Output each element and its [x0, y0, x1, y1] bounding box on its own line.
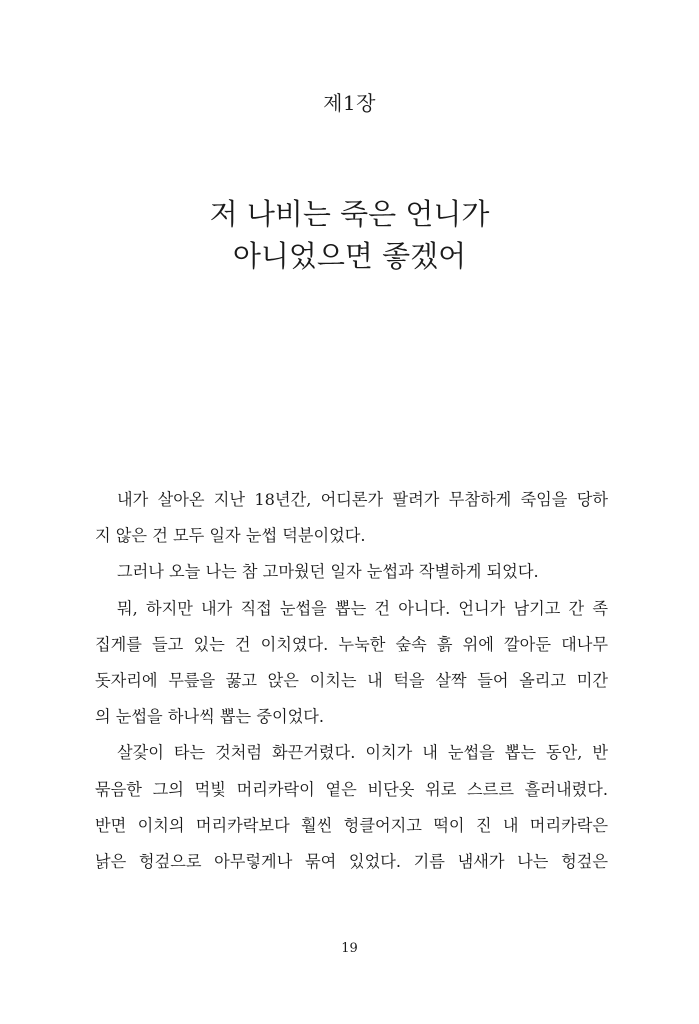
body-line: 살갗이 타는 것처럼 화끈거렸다. 이치가 내 눈썹을 뽑는 동안, 반 — [117, 743, 608, 763]
body-line: 의 눈썹을 하나씩 뽑는 중이었다. — [95, 707, 325, 727]
body-line: 뭐, 하지만 내가 직접 눈썹을 뽑는 건 아니다. 언니가 남기고 간 족 — [117, 598, 608, 618]
body-line: 지 않은 건 모두 일자 눈썹 덕분이었다. — [95, 526, 366, 546]
body-line: 묶음한 그의 먹빛 머리카락이 옅은 비단옷 위로 스르르 흘러내렸다. — [95, 779, 608, 799]
body-line: 반면 이치의 머리카락보다 훨씬 헝클어지고 떡이 진 내 머리카락은 — [95, 815, 608, 835]
chapter-title — [0, 193, 699, 277]
chapter-title-line-2: 아니었으면 좋겠어 — [232, 239, 467, 273]
body-line: 그러나 오늘 나는 참 고마웠던 일자 눈썹과 작별하게 되었다. — [117, 562, 539, 582]
body-line: 낡은 헝겊으로 아무렇게나 묶여 있었다. 기름 냄새가 나는 헝겊은 — [95, 851, 608, 871]
page-number: 19 — [341, 941, 358, 956]
chapter-title-line-1: 저 나비는 죽은 언니가 — [209, 197, 490, 231]
body-line: 내가 살아온 지난 18년간, 어디론가 팔려가 무참하게 죽임을 당하 — [117, 490, 608, 509]
chapter-label: 제1장 — [323, 91, 376, 115]
body-line: 돗자리에 무릎을 꿇고 앉은 이치는 내 턱을 살짝 들어 올리고 미간 — [95, 670, 608, 690]
body-line: 집게를 들고 있는 건 이치였다. 누눅한 숲속 흙 위에 깔아둔 대나무 — [95, 634, 608, 654]
body-text — [95, 482, 608, 880]
